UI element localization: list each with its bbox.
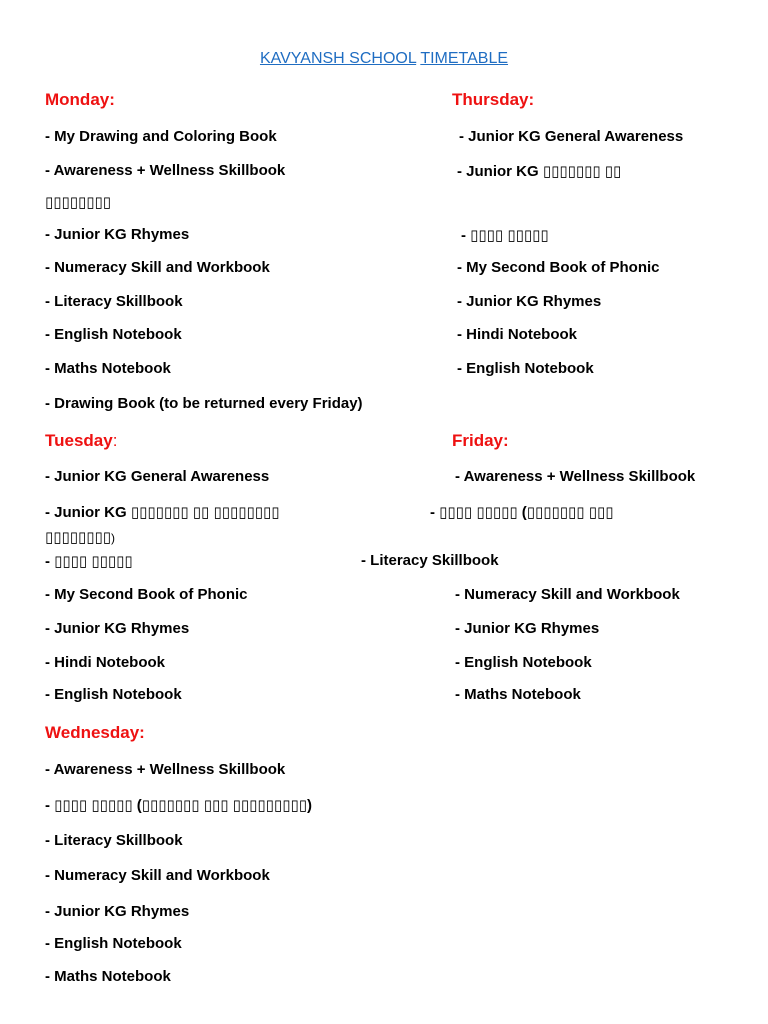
friday-item: - Maths Notebook bbox=[455, 686, 581, 703]
tuesday-item: - English Notebook bbox=[45, 686, 182, 703]
friday-item-wrap-text: ▯▯▯▯▯▯▯▯ bbox=[45, 529, 112, 546]
thursday-item: - English Notebook bbox=[457, 360, 594, 377]
title-timetable-link[interactable]: TIMETABLE bbox=[420, 50, 509, 67]
monday-item: - Literacy Skillbook bbox=[45, 293, 183, 310]
thursday-item: - Junior KG General Awareness bbox=[459, 128, 684, 145]
friday-item: - Numeracy Skill and Workbook bbox=[455, 586, 680, 603]
monday-item: - Awareness + Wellness Skillbook bbox=[45, 162, 286, 179]
monday-item: - Junior KG Rhymes bbox=[45, 226, 190, 243]
tuesday-item: - Junior KG Rhymes bbox=[45, 620, 190, 637]
tuesday-item: - ▯▯▯▯ ▯▯▯▯▯ bbox=[45, 553, 133, 570]
wednesday-item: - Numeracy Skill and Workbook bbox=[45, 867, 270, 884]
tuesday-heading-colon: : bbox=[112, 431, 118, 450]
wednesday-item: - Maths Notebook bbox=[45, 968, 171, 985]
tuesday-heading bbox=[45, 431, 117, 451]
page-title[interactable] bbox=[0, 50, 768, 68]
friday-item: - ▯▯▯▯ ▯▯▯▯▯ (▯▯▯▯▯▯▯ ▯▯▯ bbox=[430, 504, 614, 521]
friday-item-wrap bbox=[45, 528, 115, 546]
thursday-heading: Thursday: bbox=[452, 90, 535, 109]
friday-heading: Friday: bbox=[452, 431, 509, 450]
thursday-item: - My Second Book of Phonic bbox=[457, 259, 660, 276]
wednesday-heading: Wednesday: bbox=[45, 723, 145, 742]
tuesday-item: - Junior KG ▯▯▯▯▯▯▯ ▯▯ ▯▯▯▯▯▯▯▯ bbox=[45, 504, 280, 521]
tuesday-item: - Hindi Notebook bbox=[45, 654, 165, 671]
friday-item: - Awareness + Wellness Skillbook bbox=[455, 468, 696, 485]
monday-item: - My Drawing and Coloring Book bbox=[45, 128, 277, 145]
monday-item: - English Notebook bbox=[45, 326, 182, 343]
thursday-item: - Hindi Notebook bbox=[457, 326, 577, 343]
friday-item: - English Notebook bbox=[455, 654, 592, 671]
wednesday-item: - ▯▯▯▯ ▯▯▯▯▯ (▯▯▯▯▯▯▯ ▯▯▯ ▯▯▯▯▯▯▯▯▯) bbox=[45, 797, 312, 814]
thursday-item: - Junior KG Rhymes bbox=[457, 293, 602, 310]
monday-item: - Maths Notebook bbox=[45, 360, 171, 377]
monday-item: ▯▯▯▯▯▯▯▯ bbox=[45, 194, 112, 211]
wednesday-item: - English Notebook bbox=[45, 935, 182, 952]
friday-item: - Junior KG Rhymes bbox=[455, 620, 600, 637]
wednesday-item: - Awareness + Wellness Skillbook bbox=[45, 761, 286, 778]
monday-item: - Numeracy Skill and Workbook bbox=[45, 259, 270, 276]
monday-heading: Monday: bbox=[45, 90, 115, 109]
thursday-item: - ▯▯▯▯ ▯▯▯▯▯ bbox=[461, 227, 549, 244]
friday-item-wrap-paren: ) bbox=[111, 531, 116, 545]
tuesday-item: - My Second Book of Phonic bbox=[45, 586, 248, 603]
wednesday-item: - Junior KG Rhymes bbox=[45, 903, 190, 920]
wednesday-item: - Literacy Skillbook bbox=[45, 832, 183, 849]
monday-item: - Drawing Book (to be returned every Friday) bbox=[45, 395, 363, 412]
tuesday-item: - Junior KG General Awareness bbox=[45, 468, 270, 485]
tuesday-heading-label: Tuesday bbox=[45, 431, 113, 450]
thursday-item: - Junior KG ▯▯▯▯▯▯▯ ▯▯ bbox=[457, 163, 622, 180]
friday-item: - Literacy Skillbook bbox=[361, 552, 499, 569]
title-school-link[interactable]: KAVYANSH SCHOOL bbox=[259, 50, 417, 67]
